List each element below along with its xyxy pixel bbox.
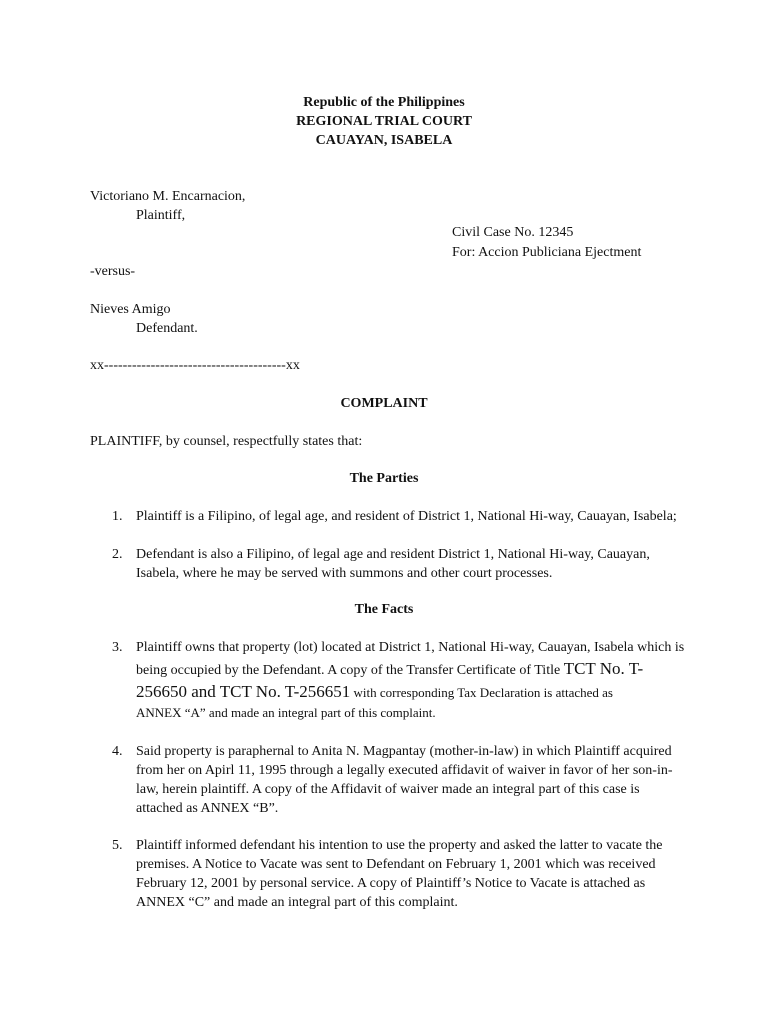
item-number: 3. (112, 640, 123, 655)
item-text (136, 507, 696, 526)
item-line: from her on Apirl 11, 1995 through a legally executed affidavit of waiver in favor of her son-in- (136, 763, 673, 778)
item-line: Plaintiff owns that property (lot) located at District 1, National Hi-way, Cauayan, Isabela which is (136, 640, 685, 655)
item-text (136, 638, 696, 722)
item-text (136, 836, 696, 912)
caption-separator: xx---------------------------------------xx (90, 358, 300, 373)
court-header-republic: Republic of the Philippines (303, 95, 465, 110)
item-text (136, 742, 696, 818)
item-line: Plaintiff informed defendant his intention to use the property and asked the latter to vacate the (136, 838, 663, 853)
court-header-location: CAUAYAN, ISABELA (315, 133, 453, 148)
item-number: 4. (112, 744, 123, 759)
item-line: Isabela, where he may be served with summons and other court processes. (136, 566, 553, 581)
tct-reference: TCT No. T- (563, 659, 644, 678)
item-number: 5. (112, 838, 123, 853)
item-line: Defendant is also a Filipino, of legal age and resident District 1, National Hi-way, Cauayan, (136, 547, 650, 562)
document-title: COMPLAINT (340, 396, 428, 411)
item-number: 1. (112, 509, 123, 524)
defendant-name: Nieves Amigo (90, 302, 171, 317)
section-heading-facts: The Facts (354, 602, 414, 617)
case-number: Civil Case No. 12345 (452, 225, 574, 240)
item-line: law, herein plaintiff. A copy of the Affidavit of waiver made an integral part of this case is (136, 782, 640, 797)
versus-label: -versus- (90, 264, 136, 279)
item-line: ANNEX “C” and made an integral part of this complaint. (136, 895, 458, 910)
item-line (136, 657, 696, 681)
item-line: Plaintiff is a Filipino, of legal age, and resident of District 1, National Hi-way, Cauayan, Isabela; (136, 509, 677, 524)
item-line: February 12, 2001 by personal service. A copy of Plaintiff’s Notice to Vacate is attached as (136, 876, 646, 891)
item-line (136, 681, 696, 703)
item-text-run: with corresponding Tax Declaration is attached as (350, 685, 613, 700)
defendant-role: Defendant. (136, 321, 198, 336)
item-line: premises. A Notice to Vacate was sent to Defendant on February 1, 2001 which was received (136, 857, 656, 872)
item-text-run: being occupied by the Defendant. A copy of the Transfer Certificate of Title (136, 663, 564, 678)
case-nature: For: Accion Publiciana Ejectment (452, 245, 642, 260)
intro-paragraph: PLAINTIFF, by counsel, respectfully states that: (90, 434, 363, 449)
item-line: attached as ANNEX “B”. (136, 801, 279, 816)
item-number: 2. (112, 547, 123, 562)
section-heading-parties: The Parties (349, 471, 419, 486)
item-line: ANNEX “A” and made an integral part of this complaint. (136, 705, 436, 720)
item-line: Said property is paraphernal to Anita N. Magpantay (mother-in-law) in which Plaintiff acquired (136, 744, 672, 759)
plaintiff-role: Plaintiff, (136, 208, 186, 223)
item-text (136, 545, 696, 583)
court-header-rtc: REGIONAL TRIAL COURT (296, 114, 472, 129)
tct-reference: 256650 and TCT No. T-256651 (136, 682, 351, 701)
plaintiff-name: Victoriano M. Encarnacion, (90, 189, 246, 204)
